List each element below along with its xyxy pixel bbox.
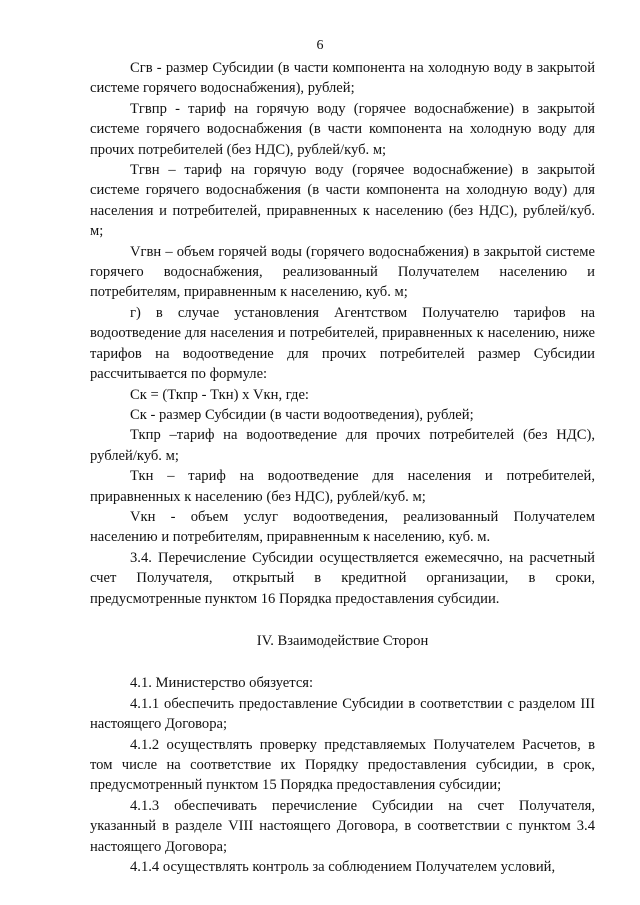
- formula-paragraph: Ск = (Ткпр - Ткн) х Vкн, где:: [130, 386, 309, 403]
- paragraph: Vкн - объем услуг водоотведения, реализованный Получателем населению и потребителям, приравненным к населению, куб. м.: [90, 508, 595, 546]
- paragraph: Ткпр –тариф на водоотведение для прочих потребителей (без НДС), рублей/куб. м;: [90, 427, 595, 464]
- paragraph: 4.1.2 осуществлять проверку представляемых Получателем Расчетов, в том числе на соответствие их Порядку предоставления субсидии, в срок, предусмотренный пунктом 15 Порядка предоставления субсидии;: [90, 736, 595, 794]
- paragraph: 4.1. Министерство обязуется:: [130, 675, 314, 692]
- paragraph: Сгв - размер Субсидии (в части компонента на холодную воду в закрытой системе горячего водоснабжения), рублей;: [90, 60, 595, 97]
- paragraph: Ткн – тариф на водоотведение для населения и потребителей, приравненных к населению (без НДС), рублей/куб. м;: [90, 468, 595, 505]
- paragraph: 3.4. Перечисление Субсидии осуществляется ежемесячно, на расчетный счет Получателя, открытый в кредитной организации, в сроки, предусмотренные пунктом 16 Порядка предоставления субсидии.: [90, 549, 595, 607]
- paragraph: г) в случае установления Агентством Получателю тарифов на водоотведение для населения и потребителей, приравненных к населению, ниже тарифов на водоотведение для прочих потребителей размер Субсидии рассчитывается по формуле:: [90, 304, 595, 383]
- paragraph: Тгвпр - тариф на горячую воду (горячее водоснабжение) в закрытой системе горячего водоснабжения (в части компонента на холодную воду для прочих потребителей (без НДС), рублей/куб. м;: [90, 100, 595, 158]
- paragraph: Vгвн – объем горячей воды (горячего водоснабжения) в закрытой системе горячего водоснабжения, реализованный Получателем населению и потребителям, приравненным к населению, куб. м;: [90, 243, 595, 301]
- paragraph: 4.1.4 осуществлять контроль за соблюдением Получателем условий,: [130, 859, 556, 876]
- section-heading: IV. Взаимодействие Сторон: [256, 632, 429, 649]
- document-body: [90, 58, 595, 877]
- paragraph: 4.1.3 обеспечивать перечисление Субсидии на счет Получателя, указанный в разделе VIII настоящего Договора, в соответствии с пунктом 3.4 настоящего Договора;: [90, 797, 595, 855]
- paragraph: Тгвн – тариф на горячую воду (горячее водоснабжение) в закрытой системе горячего водоснабжения (в части компонента на холодную воду) для населения и потребителей, приравненных к населению (без НДС), рублей/куб. м;: [90, 162, 595, 240]
- paragraph: Ск - размер Субсидии (в части водоотведения), рублей;: [130, 406, 474, 423]
- page-number: 6: [316, 38, 324, 53]
- paragraph: 4.1.1 обеспечить предоставление Субсидии в соответствии с разделом III настоящего Договора;: [90, 695, 595, 733]
